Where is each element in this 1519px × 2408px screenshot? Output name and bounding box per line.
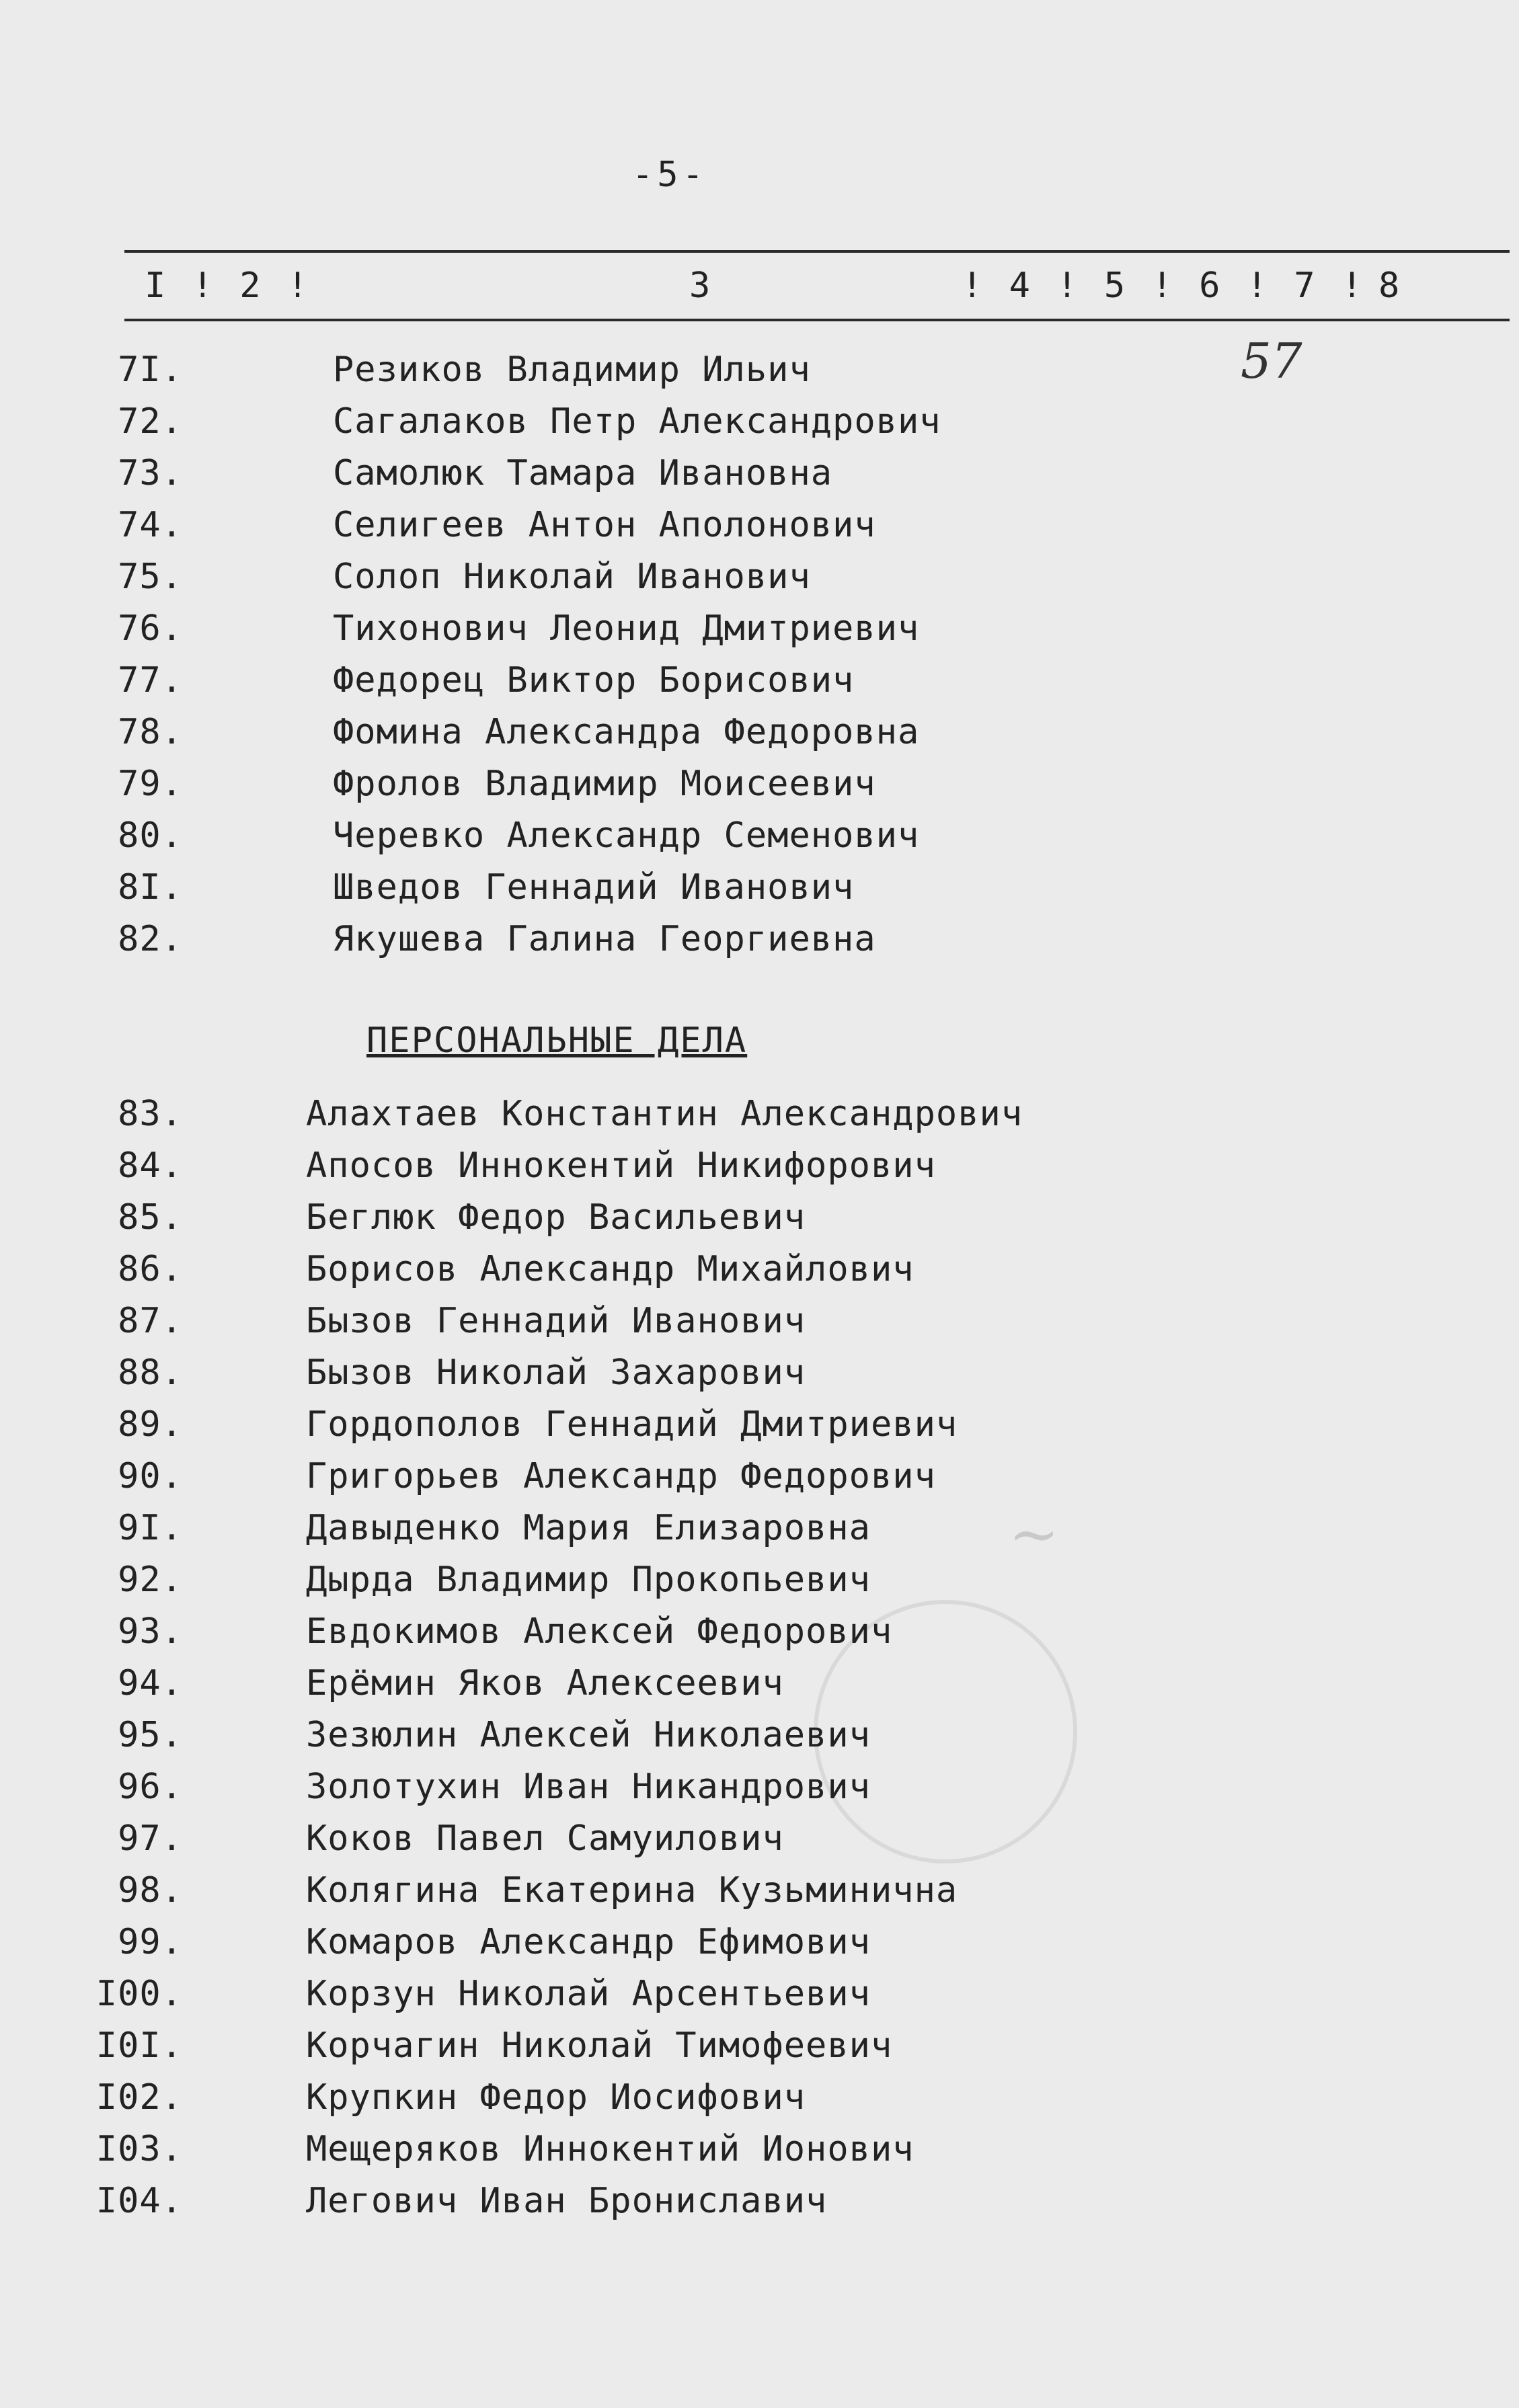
entry-number: I02. [95, 2077, 183, 2118]
entry-number: 98. [118, 1870, 183, 1911]
entry-number: 86. [118, 1249, 183, 1289]
entry-number: 90. [118, 1456, 183, 1496]
header-bottom-rule [124, 319, 1510, 321]
entry-number: 77. [118, 660, 183, 700]
entry-number: 85. [118, 1197, 183, 1238]
entry-number: 75. [118, 557, 183, 597]
entry-name: Корзун Николай Арсентьевич [306, 1974, 871, 2014]
entry-name: Ерёмин Яков Алексеевич [306, 1663, 784, 1703]
entry-number: 94. [118, 1663, 183, 1703]
handwritten-note: 57 [1241, 333, 1302, 389]
entry-name: Беглюк Федор Васильевич [306, 1197, 806, 1238]
header-col-8: 8 [1378, 266, 1403, 306]
entry-number: 92. [118, 1560, 183, 1600]
entry-name: Борисов Александр Михайлович [306, 1249, 914, 1289]
entry-name: Селигеев Антон Аполонович [333, 505, 876, 545]
entry-number: 95. [118, 1715, 183, 1755]
entry-name: Коков Павел Самуилович [306, 1818, 784, 1859]
entry-name: Тихонович Леонид Дмитриевич [333, 608, 920, 649]
entry-number: 72. [118, 401, 183, 442]
entry-name: Якушева Галина Георгиевна [333, 919, 876, 959]
entry-name: Сагалаков Петр Александрович [333, 401, 941, 442]
entry-name: Давыденко Мария Елизаровна [306, 1508, 871, 1548]
entry-name: Корчагин Николай Тимофеевич [306, 2025, 893, 2066]
page-number: -5- [632, 155, 707, 195]
entry-name: Федорец Виктор Борисович [333, 660, 855, 700]
header-top-rule [124, 250, 1510, 253]
entry-number: 89. [118, 1404, 183, 1445]
entry-number: 8I. [118, 867, 183, 908]
entry-name: Апосов Иннокентий Никифорович [306, 1146, 936, 1186]
entry-number: 97. [118, 1818, 183, 1859]
entry-name: Резиков Владимир Ильич [333, 350, 811, 390]
entry-name: Самолюк Тамара Ивановна [333, 453, 833, 493]
section-title: ПЕРСОНАЛЬНЫЕ ДЕЛА [366, 1020, 748, 1061]
entry-name: Солоп Николай Иванович [333, 557, 811, 597]
entry-name: Колягина Екатерина Кузьминична [306, 1870, 958, 1911]
entry-name: Золотухин Иван Никандрович [306, 1767, 871, 1807]
entry-name: Фомина Александра Федоровна [333, 712, 920, 752]
entry-number: I04. [95, 2181, 183, 2221]
entry-name: Крупкин Федор Иосифович [306, 2077, 806, 2118]
entry-name: Григорьев Александр Федорович [306, 1456, 936, 1496]
entry-number: 74. [118, 505, 183, 545]
entry-number: 78. [118, 712, 183, 752]
entry-name: Бызов Геннадий Иванович [306, 1301, 806, 1341]
entry-name: Бызов Николай Захарович [306, 1353, 806, 1393]
entry-name: Комаров Александр Ефимович [306, 1922, 871, 1962]
entry-number: 96. [118, 1767, 183, 1807]
entry-number: 80. [118, 815, 183, 856]
entry-number: 87. [118, 1301, 183, 1341]
entry-number: 76. [118, 608, 183, 649]
entry-number: 84. [118, 1146, 183, 1186]
entry-name: Шведов Геннадий Иванович [333, 867, 855, 908]
entry-number: 93. [118, 1611, 183, 1652]
header-col-4-7: ! 4 ! 5 ! 6 ! 7 ! [962, 266, 1366, 306]
header-col-1-2: I ! 2 ! [145, 266, 311, 306]
entry-number: 99. [118, 1922, 183, 1962]
entry-number: I0I. [95, 2025, 183, 2066]
header-col-3: 3 [689, 266, 713, 306]
entry-number: 83. [118, 1094, 183, 1134]
entry-name: Зезюлин Алексей Николаевич [306, 1715, 871, 1755]
entry-number: 79. [118, 764, 183, 804]
entry-number: 9I. [118, 1508, 183, 1548]
faint-signature-1: ~ [1009, 1499, 1060, 1570]
entry-name: Черевко Александр Семенович [333, 815, 920, 856]
entry-name: Фролов Владимир Моисеевич [333, 764, 876, 804]
entry-name: Мещеряков Иннокентий Ионович [306, 2129, 914, 2169]
entry-number: 82. [118, 919, 183, 959]
entry-number: 7I. [118, 350, 183, 390]
entry-name: Алахтаев Константин Александрович [306, 1094, 1023, 1134]
entry-number: 73. [118, 453, 183, 493]
entry-number: I03. [95, 2129, 183, 2169]
entry-name: Гордополов Геннадий Дмитриевич [306, 1404, 958, 1445]
entry-name: Дырда Владимир Прокопьевич [306, 1560, 871, 1600]
entry-name: Евдокимов Алексей Федорович [306, 1611, 893, 1652]
entry-number: I00. [95, 1974, 183, 2014]
entry-name: Легович Иван Брониславич [306, 2181, 828, 2221]
entry-number: 88. [118, 1353, 183, 1393]
